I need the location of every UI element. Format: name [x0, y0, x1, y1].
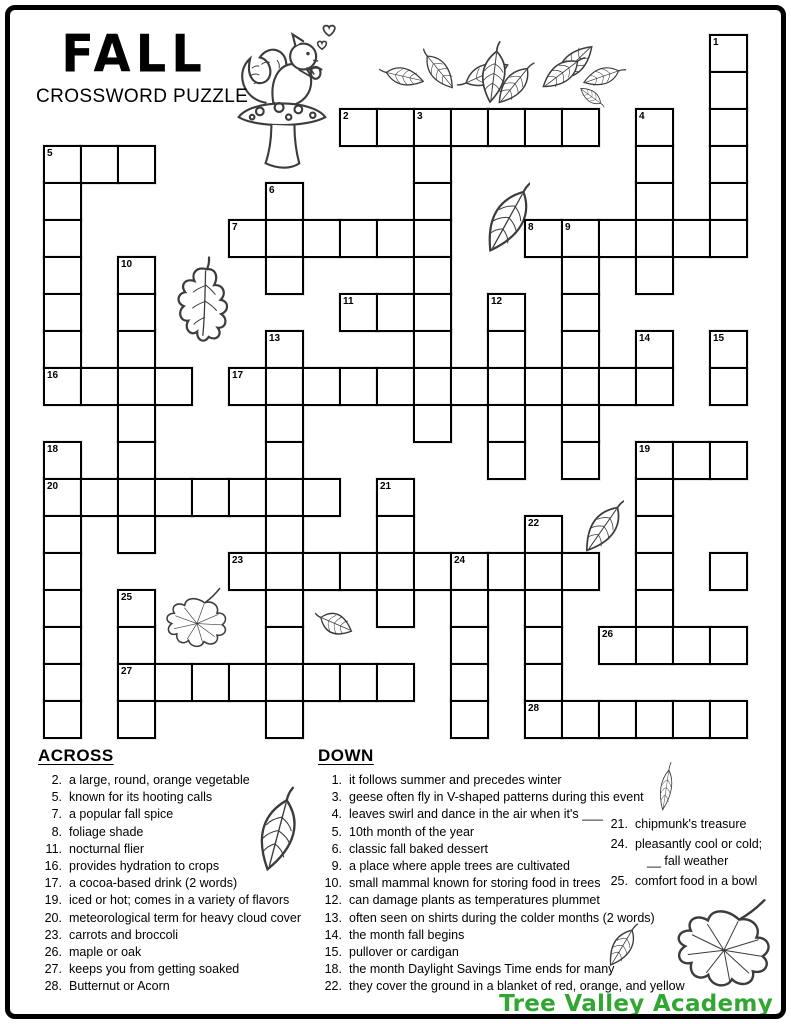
grid-cell[interactable] — [524, 515, 563, 554]
grid-cell[interactable] — [450, 700, 489, 739]
grid-cell[interactable] — [598, 219, 637, 258]
grid-cell[interactable] — [191, 663, 230, 702]
clue-item — [318, 944, 690, 960]
grid-cell[interactable] — [450, 552, 489, 591]
cell-number: 23 — [232, 555, 244, 566]
cell-number: 27 — [121, 666, 133, 677]
grid-cell[interactable] — [117, 478, 156, 517]
clue-item — [38, 961, 338, 977]
grid-cell[interactable] — [524, 589, 563, 628]
cell-number: 16 — [47, 370, 59, 381]
clue-number: 22. — [324, 979, 342, 994]
grid-cell[interactable] — [117, 145, 156, 184]
clue-item — [38, 892, 338, 908]
across-clues — [38, 746, 338, 996]
clue-text: can damage plants as temperatures plummet — [349, 893, 600, 908]
clue-number: 12. — [324, 893, 342, 908]
grid-cell[interactable] — [117, 589, 156, 628]
clue-number: 10. — [324, 876, 342, 891]
grid-cell[interactable] — [487, 404, 526, 443]
grid-cell[interactable] — [413, 404, 452, 443]
grid-cell[interactable] — [228, 219, 267, 258]
grid-cell[interactable] — [191, 478, 230, 517]
grid-cell[interactable] — [598, 367, 637, 406]
clue-number: 17. — [44, 876, 62, 891]
grid-cell[interactable] — [561, 330, 600, 369]
clue-text: a large, round, orange vegetable — [69, 773, 250, 787]
grid-cell[interactable] — [265, 256, 304, 295]
grid-cell[interactable] — [228, 663, 267, 702]
clue-item — [38, 944, 338, 960]
grid-cell[interactable] — [43, 367, 82, 406]
grid-cell[interactable] — [635, 367, 674, 406]
cell-number: 3 — [417, 111, 423, 122]
clue-text: geese often fly in V-shaped patterns during this event — [349, 790, 644, 805]
grid-cell[interactable] — [339, 367, 378, 406]
cell-number: 4 — [639, 111, 645, 122]
grid-cell[interactable] — [709, 330, 748, 369]
grid-cell[interactable] — [265, 404, 304, 443]
clue-text: known for its hooting calls — [69, 790, 213, 805]
down-heading: DOWN — [318, 746, 374, 765]
clue-text: small mammal known for storing food in trees — [349, 876, 601, 891]
grid-cell[interactable] — [265, 219, 304, 258]
grid-cell[interactable] — [302, 478, 341, 517]
clue-number: 11. — [45, 841, 62, 856]
grid-cell[interactable] — [265, 589, 304, 628]
clue-text: a cocoa-based drink (2 words) — [69, 876, 238, 891]
cell-number: 17 — [232, 370, 244, 381]
grid-cell[interactable] — [450, 367, 489, 406]
clue-item — [38, 875, 338, 891]
clue-text: the month fall begins — [349, 927, 465, 942]
grid-cell[interactable] — [265, 478, 304, 517]
grid-cell[interactable] — [339, 108, 378, 147]
grid-cell[interactable] — [43, 552, 82, 591]
grid-cell[interactable] — [265, 552, 304, 591]
clues-section — [36, 746, 782, 1006]
grid-cell[interactable] — [709, 182, 748, 221]
grid-cell[interactable] — [43, 219, 82, 258]
grid-cell[interactable] — [524, 626, 563, 665]
grid-cell[interactable] — [635, 182, 674, 221]
grid-cell[interactable] — [376, 552, 415, 591]
grid-cell[interactable] — [265, 700, 304, 739]
clue-number: 5. — [331, 824, 342, 839]
grid-cell[interactable] — [376, 367, 415, 406]
clue-text-line2: __ fall weather — [647, 854, 729, 868]
grid-cell[interactable] — [80, 145, 119, 184]
clue-item — [38, 910, 338, 926]
grid-cell[interactable] — [413, 293, 452, 332]
clue-item — [38, 858, 338, 874]
cell-number: 7 — [232, 222, 238, 233]
clue-number: 21. — [610, 817, 628, 831]
cell-number: 20 — [47, 481, 59, 492]
grid-cell[interactable] — [524, 552, 563, 591]
grid-cell[interactable] — [635, 515, 674, 554]
grid-cell[interactable] — [598, 626, 637, 665]
grid-cell[interactable] — [524, 663, 563, 702]
cell-number: 9 — [565, 222, 571, 233]
grid-cell[interactable] — [709, 367, 748, 406]
cell-number: 12 — [491, 296, 503, 307]
clue-text: iced or hot; comes in a variety of flavors — [69, 893, 290, 908]
grid-cell[interactable] — [524, 108, 563, 147]
grid-cell[interactable] — [450, 108, 489, 147]
clue-number: 19. — [44, 893, 62, 908]
grid-cell[interactable] — [709, 34, 748, 73]
clue-text: comfort food in a bowl — [635, 874, 758, 888]
grid-cell[interactable] — [413, 552, 452, 591]
clue-item — [318, 961, 690, 977]
grid-cell[interactable] — [709, 71, 748, 110]
grid-cell[interactable] — [117, 404, 156, 443]
grid-cell[interactable] — [339, 663, 378, 702]
grid-cell[interactable] — [43, 145, 82, 184]
grid-cell[interactable] — [561, 219, 600, 258]
grid-cell[interactable] — [709, 626, 748, 665]
grid-cell[interactable] — [302, 663, 341, 702]
grid-cell[interactable] — [672, 441, 711, 480]
clue-number: 18. — [324, 962, 342, 977]
clue-number: 6. — [331, 841, 342, 856]
cell-number: 14 — [639, 333, 651, 344]
grid-cell[interactable] — [487, 108, 526, 147]
grid-cell[interactable] — [43, 441, 82, 480]
grid-cell[interactable] — [709, 552, 748, 591]
cell-number: 8 — [528, 222, 534, 233]
grid-cell[interactable] — [117, 663, 156, 702]
clue-number: 1. — [331, 773, 342, 787]
grid-cell[interactable] — [635, 108, 674, 147]
cell-number: 22 — [528, 518, 540, 529]
grid-cell[interactable] — [302, 552, 341, 591]
grid-cell[interactable] — [376, 515, 415, 554]
grid-cell[interactable] — [709, 219, 748, 258]
clue-number: 7. — [51, 807, 62, 822]
grid-cell[interactable] — [413, 367, 452, 406]
cell-number: 19 — [639, 444, 651, 455]
grid-cell[interactable] — [413, 182, 452, 221]
clue-number: 14. — [324, 927, 342, 942]
clue-item — [318, 892, 690, 908]
clue-number: 20. — [44, 910, 62, 925]
grid-cell[interactable] — [413, 145, 452, 184]
grid-cell[interactable] — [672, 700, 711, 739]
grid-cell[interactable] — [487, 367, 526, 406]
grid-cell[interactable] — [265, 367, 304, 406]
grid-cell[interactable] — [43, 515, 82, 554]
grid-cell[interactable] — [635, 589, 674, 628]
clue-item — [318, 789, 690, 805]
clue-text: it follows summer and precedes winter — [349, 773, 562, 787]
grid-cell[interactable] — [598, 700, 637, 739]
grid-cell[interactable] — [80, 367, 119, 406]
clue-number: 2. — [51, 773, 62, 787]
grid-cell[interactable] — [376, 293, 415, 332]
grid-cell[interactable] — [376, 663, 415, 702]
grid-cell[interactable] — [117, 700, 156, 739]
grid-cell[interactable] — [635, 219, 674, 258]
cell-number: 21 — [380, 481, 392, 492]
grid-cell[interactable] — [635, 441, 674, 480]
clue-text: provides hydration to crops — [69, 859, 220, 874]
grid-cell[interactable] — [524, 219, 563, 258]
grid-cell[interactable] — [635, 478, 674, 517]
clue-item — [38, 772, 338, 788]
grid-cell[interactable] — [117, 441, 156, 480]
grid-cell[interactable] — [339, 293, 378, 332]
clue-item — [38, 978, 338, 994]
grid-cell[interactable] — [709, 108, 748, 147]
grid-cell[interactable] — [117, 293, 156, 332]
clue-text: a popular fall spice — [69, 807, 174, 822]
grid-cell[interactable] — [672, 219, 711, 258]
grid-cell[interactable] — [561, 404, 600, 443]
grid-cell[interactable] — [43, 478, 82, 517]
page-title: FALL — [61, 23, 207, 85]
cell-number: 11 — [343, 296, 354, 307]
clue-text: pullover or cardigan — [349, 945, 459, 960]
clue-item — [608, 816, 790, 833]
cell-number: 15 — [713, 333, 725, 344]
cell-number: 18 — [47, 444, 59, 455]
grid-cell[interactable] — [117, 256, 156, 295]
clue-number: 5. — [51, 790, 62, 805]
grid-cell[interactable] — [302, 367, 341, 406]
clue-text: meteorological term for heavy cloud cover — [69, 910, 302, 925]
clue-number: 8. — [51, 824, 62, 839]
grid-cell[interactable] — [117, 367, 156, 406]
clue-text: chipmunk's treasure — [635, 817, 747, 831]
clue-item — [608, 836, 790, 870]
grid-cell[interactable] — [339, 552, 378, 591]
clue-text: often seen on shirts during the colder months (2 words) — [349, 910, 655, 925]
grid-cell[interactable] — [302, 219, 341, 258]
cell-number: 13 — [269, 333, 281, 344]
clue-item — [318, 772, 690, 788]
across-heading: ACROSS — [38, 746, 114, 765]
clue-number: 3. — [331, 790, 342, 805]
grid-cell[interactable] — [450, 626, 489, 665]
grid-cell[interactable] — [265, 441, 304, 480]
clue-text: foliage shade — [69, 824, 144, 839]
clue-item — [38, 806, 338, 822]
grid-cell[interactable] — [487, 441, 526, 480]
clue-item — [38, 824, 338, 840]
grid-cell[interactable] — [43, 256, 82, 295]
grid-cell[interactable] — [339, 219, 378, 258]
grid-cell[interactable] — [487, 330, 526, 369]
grid-cell[interactable] — [265, 515, 304, 554]
grid-cell[interactable] — [228, 478, 267, 517]
grid-cell[interactable] — [265, 182, 304, 221]
clue-text: pleasantly cool or cold; __ fall weather — [635, 836, 790, 870]
grid-cell[interactable] — [635, 626, 674, 665]
grid-cell[interactable] — [561, 441, 600, 480]
grid-cell[interactable] — [43, 589, 82, 628]
clue-number: 25. — [610, 874, 628, 888]
grid-cell[interactable] — [228, 552, 267, 591]
grid-cell[interactable] — [487, 293, 526, 332]
clue-number: 28. — [44, 979, 62, 994]
clue-item — [38, 927, 338, 943]
cell-number: 6 — [269, 185, 275, 196]
grid-cell[interactable] — [524, 367, 563, 406]
page-subtitle: CROSSWORD PUZZLE — [36, 86, 249, 107]
brand-footer: Tree Valley Academy — [499, 991, 773, 1017]
grid-cell[interactable] — [117, 626, 156, 665]
grid-cell[interactable] — [413, 219, 452, 258]
cell-number: 28 — [528, 703, 540, 714]
grid-cell[interactable] — [228, 367, 267, 406]
clue-item — [318, 910, 690, 926]
grid-cell[interactable] — [672, 626, 711, 665]
clue-item — [38, 789, 338, 805]
cell-number: 1 — [713, 37, 719, 48]
grid-cell[interactable] — [43, 626, 82, 665]
clue-text: Butternut or Acorn — [69, 979, 170, 994]
clue-number: 26. — [44, 945, 62, 960]
clue-number: 16. — [44, 859, 62, 874]
grid-cell[interactable] — [154, 478, 193, 517]
grid-cell[interactable] — [561, 367, 600, 406]
grid-cell[interactable] — [43, 663, 82, 702]
grid-cell[interactable] — [376, 478, 415, 517]
clue-text: classic fall baked dessert — [349, 841, 488, 856]
clue-item — [318, 927, 690, 943]
clue-text: they cover the ground in a blanket of red, orange, and yellow — [349, 979, 685, 994]
clue-text: keeps you from getting soaked — [69, 962, 240, 977]
clue-item — [38, 841, 338, 857]
clue-number: 15. — [324, 945, 342, 960]
grid-cell[interactable] — [43, 293, 82, 332]
grid-cell[interactable] — [709, 441, 748, 480]
clue-text: a place where apple trees are cultivated — [349, 859, 570, 874]
cell-number: 25 — [121, 592, 133, 603]
clue-number: 27. — [44, 962, 62, 977]
grid-cell[interactable] — [117, 330, 156, 369]
grid-cell[interactable] — [450, 663, 489, 702]
grid-cell[interactable] — [709, 145, 748, 184]
grid-cell[interactable] — [80, 478, 119, 517]
grid-cell[interactable] — [376, 219, 415, 258]
cell-number: 10 — [121, 259, 133, 270]
grid-cell[interactable] — [117, 515, 156, 554]
grid-cell[interactable] — [376, 589, 415, 628]
clue-number: 9. — [331, 859, 342, 874]
grid-cell[interactable] — [524, 700, 563, 739]
clue-text: the month Daylight Savings Time ends for many — [349, 962, 615, 977]
grid-cell[interactable] — [154, 663, 193, 702]
down-clues-continued — [608, 816, 790, 893]
grid-cell[interactable] — [487, 552, 526, 591]
clue-text: nocturnal flier — [69, 841, 145, 856]
grid-cell[interactable] — [635, 256, 674, 295]
clue-text: carrots and broccoli — [69, 927, 179, 942]
cell-number: 5 — [47, 148, 53, 159]
clue-text: maple or oak — [69, 945, 142, 960]
grid-cell[interactable] — [265, 663, 304, 702]
grid-cell[interactable] — [154, 367, 193, 406]
grid-cell[interactable] — [561, 256, 600, 295]
grid-cell[interactable] — [376, 108, 415, 147]
cell-number: 2 — [343, 111, 349, 122]
grid-cell[interactable] — [450, 589, 489, 628]
clue-text: 10th month of the year — [349, 824, 475, 839]
cell-number: 26 — [602, 629, 614, 640]
clue-number: 23. — [44, 927, 62, 942]
clue-number: 13. — [324, 910, 342, 925]
clue-number: 4. — [331, 807, 342, 822]
grid-cell[interactable] — [43, 182, 82, 221]
clue-item — [608, 873, 790, 890]
grid-cell[interactable] — [413, 108, 452, 147]
crossword-grid — [43, 34, 748, 739]
grid-cell[interactable] — [43, 330, 82, 369]
grid-cell[interactable] — [635, 145, 674, 184]
clue-number: 24. — [610, 837, 628, 851]
grid-cell[interactable] — [635, 700, 674, 739]
grid-cell[interactable] — [635, 330, 674, 369]
grid-cell[interactable] — [413, 256, 452, 295]
grid-cell[interactable] — [43, 700, 82, 739]
grid-cell[interactable] — [561, 552, 600, 591]
grid-cell[interactable] — [561, 700, 600, 739]
grid-cell[interactable] — [413, 330, 452, 369]
cell-number: 24 — [454, 555, 466, 566]
grid-cell[interactable] — [561, 293, 600, 332]
grid-cell[interactable] — [265, 330, 304, 369]
grid-cell[interactable] — [265, 626, 304, 665]
grid-cell[interactable] — [709, 700, 748, 739]
clue-text: leaves swirl and dance in the air when it's ___ — [349, 807, 603, 822]
grid-cell[interactable] — [635, 552, 674, 591]
grid-cell[interactable] — [561, 108, 600, 147]
